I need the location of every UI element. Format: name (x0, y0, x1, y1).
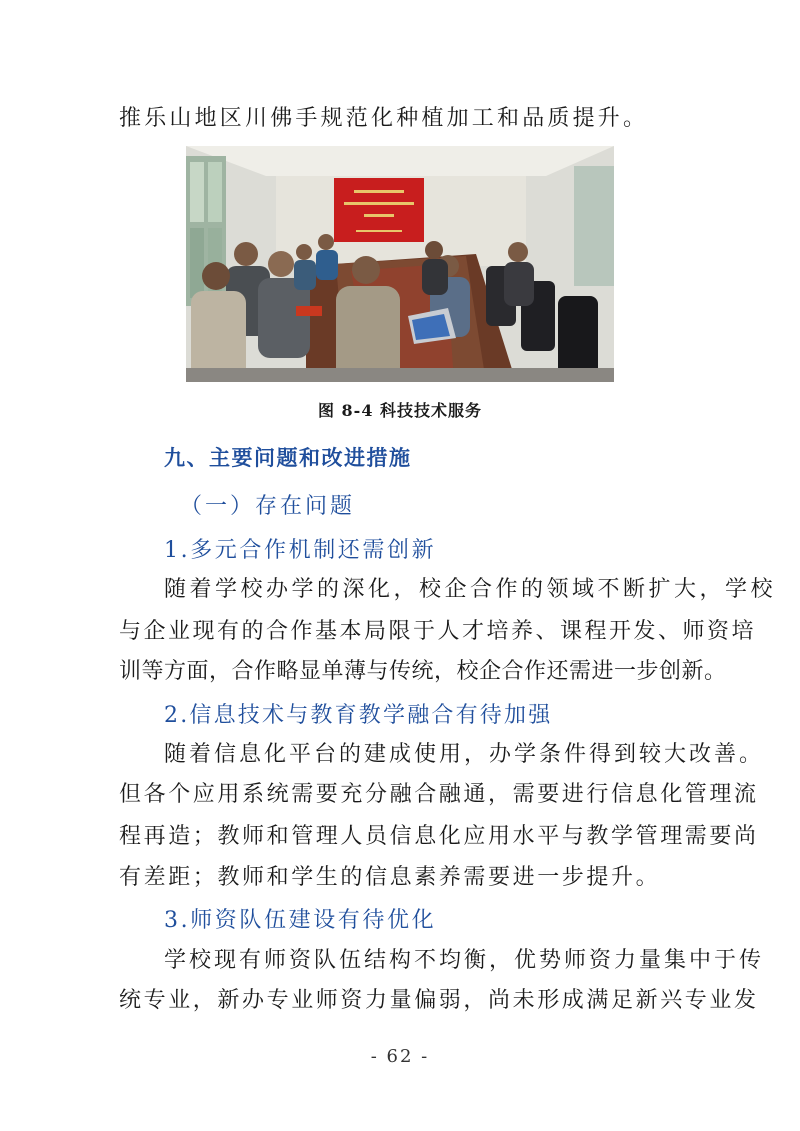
item-3-line-1: 学校现有师资队伍结构不均衡，优势师资力量集中于传 (164, 948, 765, 973)
item-2-line-1: 随着信息化平台的建成使用，办学条件得到较大改善。 (164, 742, 765, 767)
figure-caption: 图 8-4 科技技术服务 (317, 401, 483, 420)
item-1-line-3: 训等方面，合作略显单薄与传统，校企合作还需进一步创新。 (119, 659, 727, 684)
item-2-title: 2.信息技术与教育教学融合有待加强 (164, 703, 553, 728)
item-1-line-1: 随着学校办学的深化，校企合作的领域不断扩大，学校 (164, 577, 777, 602)
page-number: - 62 - (370, 1046, 430, 1067)
section-subheading: （一）存在问题 (180, 494, 356, 519)
item-2-line-4: 有差距；教师和学生的信息素养需要进一步提升。 (119, 865, 661, 890)
intro-text: 推乐山地区川佛手规范化种植加工和品质提升。 (119, 106, 649, 131)
section-heading: 九、主要问题和改进措施 (164, 446, 412, 470)
item-1-line-2: 与企业现有的合作基本局限于人才培养、课程开发、师资培 (119, 619, 757, 644)
item-3-title: 3.师资队伍建设有待优化 (164, 908, 437, 933)
meeting-photo (186, 146, 614, 382)
item-2-line-2: 但各个应用系统需要充分融合融通，需要进行信息化管理流 (119, 782, 759, 807)
item-3-line-2: 统专业，新办专业师资力量偏弱，尚未形成满足新兴专业发 (119, 988, 759, 1013)
item-2-line-3: 程再造；教师和管理人员信息化应用水平与教学管理需要尚 (119, 824, 759, 849)
meeting-room-image (186, 146, 614, 382)
item-1-title: 1.多元合作机制还需创新 (164, 538, 437, 563)
